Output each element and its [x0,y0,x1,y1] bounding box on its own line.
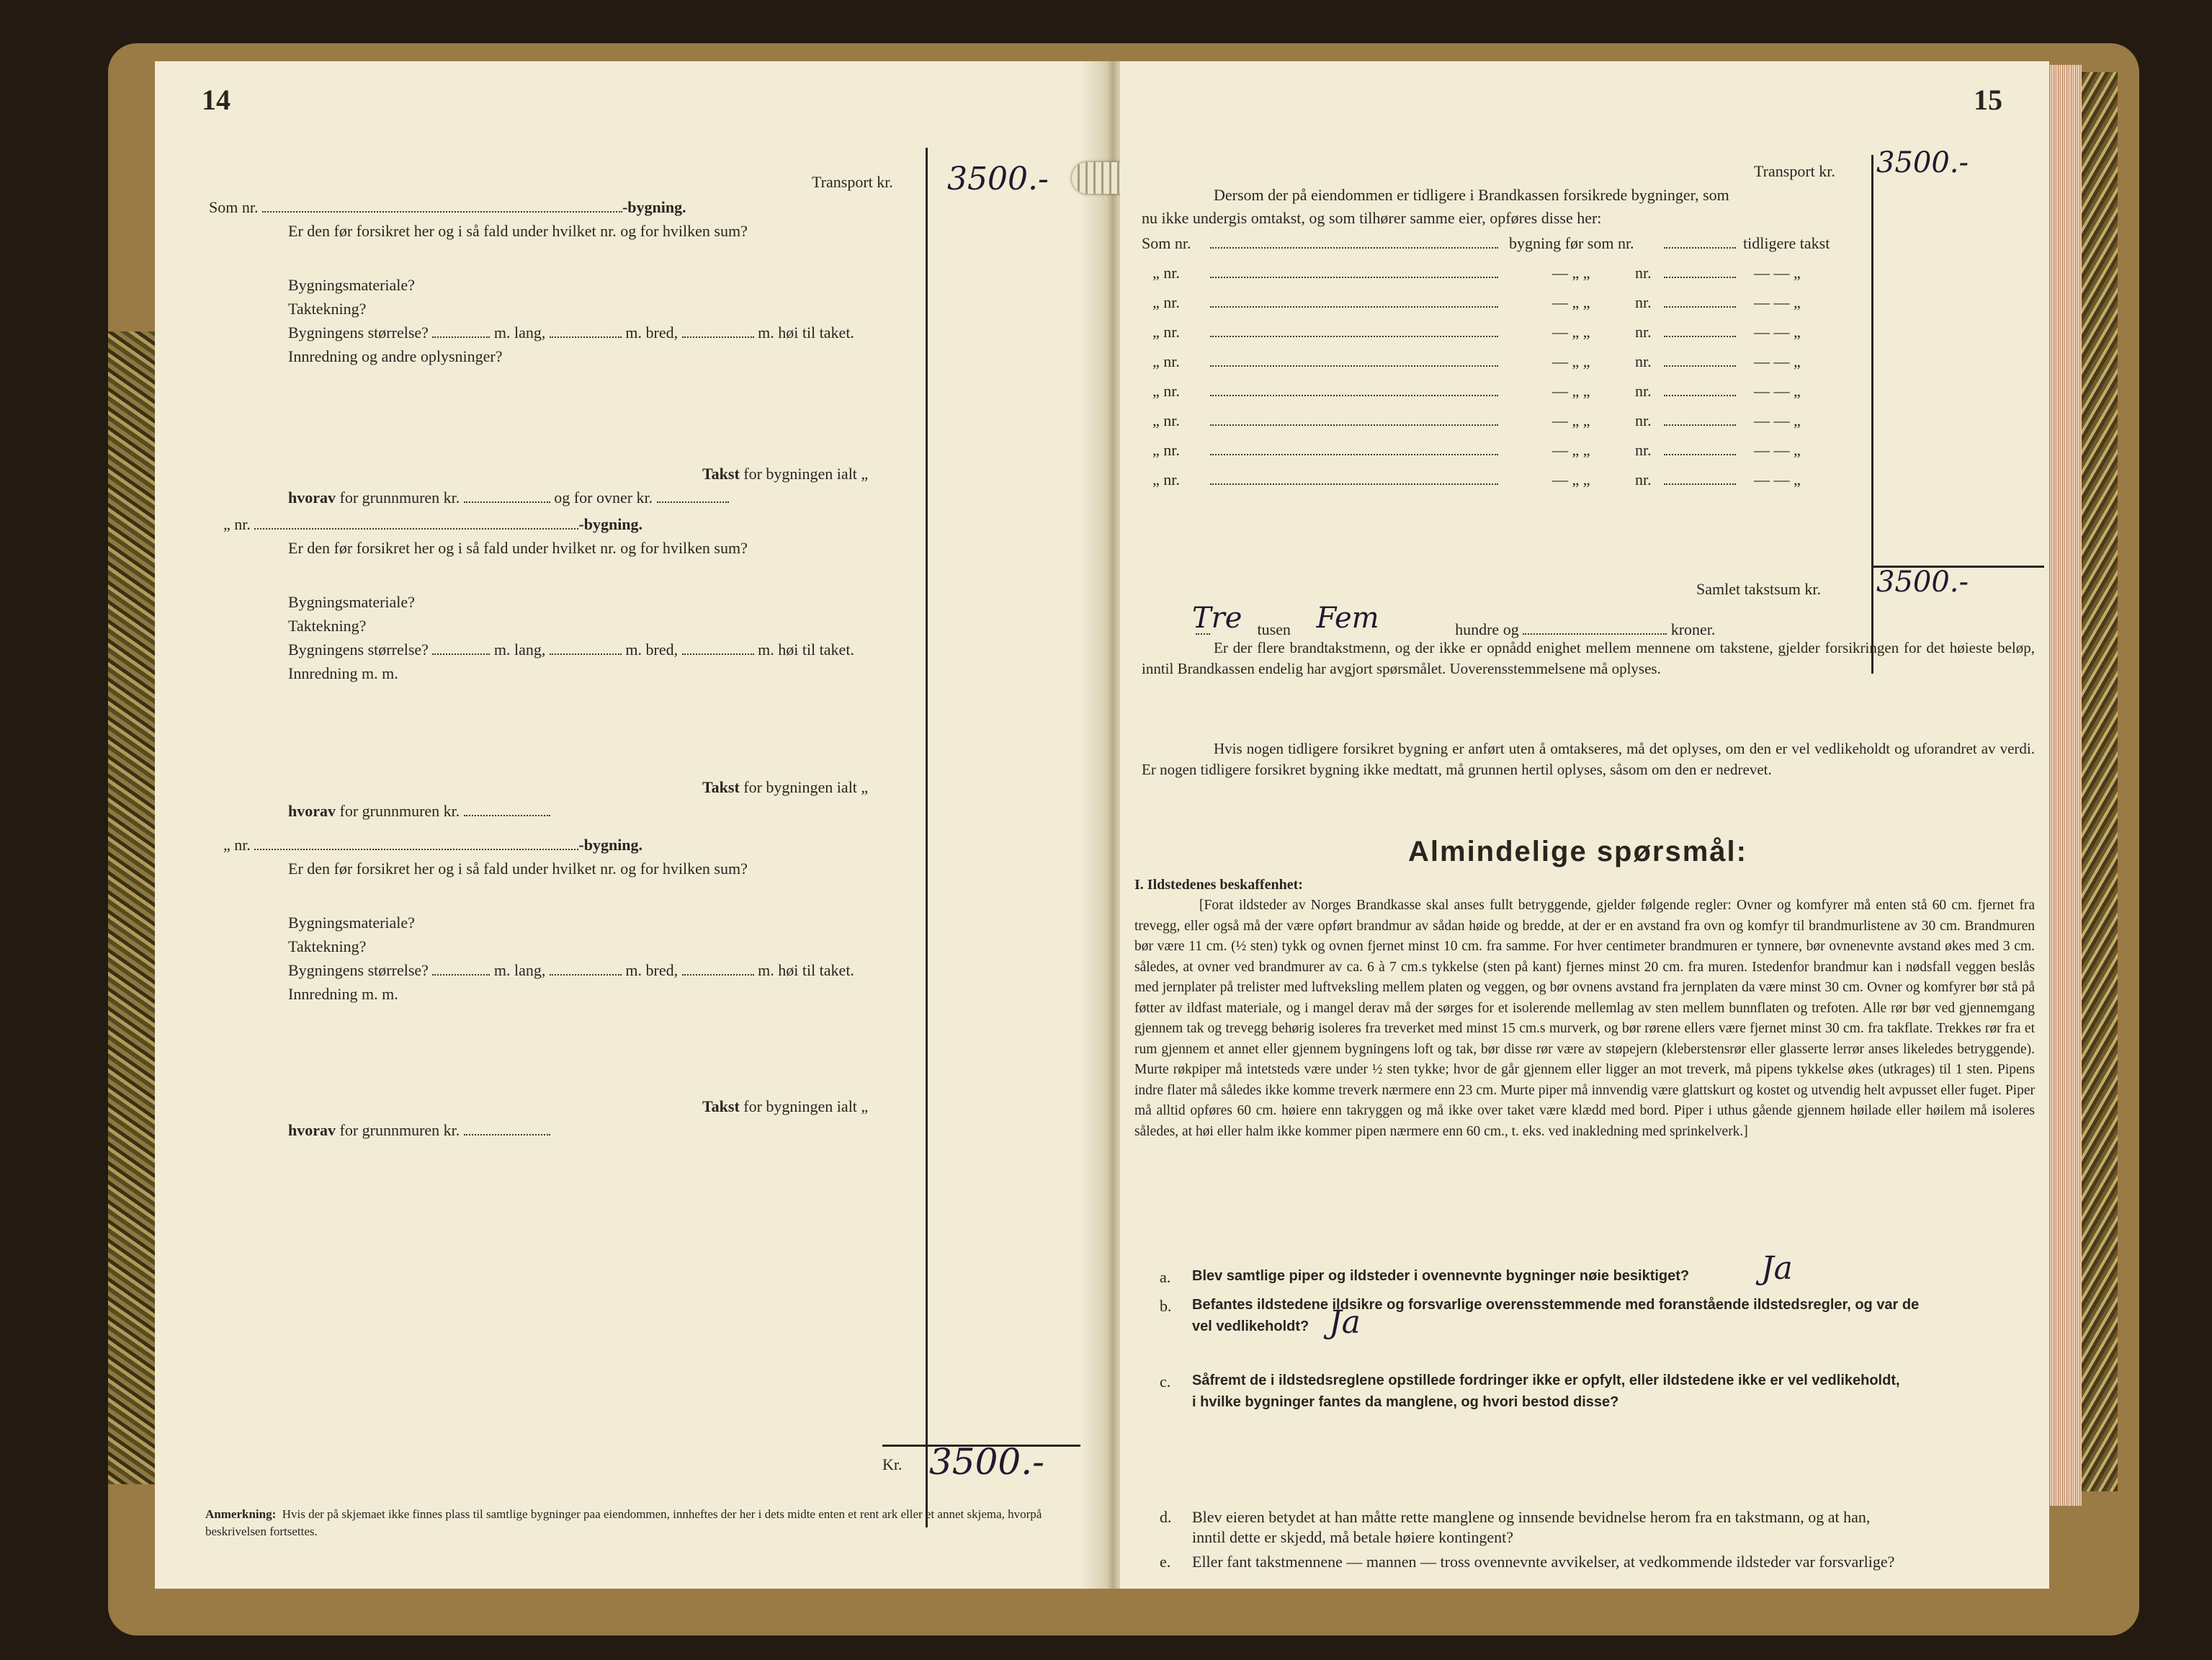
prior-row-mid: — „ „ [1552,470,1590,488]
prior-row-dots [1210,234,1498,252]
prior-row-dots [1664,323,1736,341]
prior-row-label: „ nr. [1152,382,1180,400]
prior-row-mid: — „ „ [1552,264,1590,282]
prior-row-end: — — „ [1754,323,1801,341]
question-b-line2: vel vedlikeholdt? [1192,1318,1309,1334]
prior-row-nr: nr. [1635,470,1652,488]
nr-label: Som nr. [209,198,259,216]
intro-line-2: nu ikke undergis omtakst, og som tilhører samme eier, opføres disse her: [1142,209,1602,227]
prior-row-label: „ nr. [1152,411,1180,429]
question-d-line2: inntil dette er skjedd, må betale høiere kontingent? [1192,1528,1513,1546]
prior-row-dots [1210,293,1498,311]
prior-row-nr: nr. [1635,441,1652,459]
prior-row-end: — — „ [1754,411,1801,429]
prior-row-mid: — „ „ [1552,352,1590,370]
prior-row-dots [1664,441,1736,459]
prior-row-takst-label: tidligere takst [1743,234,1830,252]
question-c-line2: i hvilke bygninger fantes da manglene, og hvori bestod disse? [1192,1394,1619,1410]
transport-value: 3500.- [947,161,1049,197]
prior-row-end: — — „ [1754,470,1801,488]
samlet-value: 3500.- [1876,566,1969,599]
prior-row-dots [1664,411,1736,429]
interior-info: Innredning og andre oplysninger? [288,347,503,365]
prior-row-nr: nr. [1635,382,1652,400]
prior-row-label: „ nr. [1152,264,1180,282]
tusen-value: Tre [1192,602,1242,635]
kr-label: Kr. [882,1455,903,1473]
page-number: 14 [202,84,230,116]
prior-row-building-label: bygning før som nr. [1509,234,1634,252]
section-heading: Almindelige spørsmål: [1408,836,1747,867]
anmerkning: Anmerkning: Hvis der på skjemaet ikke finnes plass til samtlige bygninger paa eiendommen, innheftes der her i dets midte enten et rent ark eller et annet skjema, hvorpå beskrivelsen fortsettes. [205,1507,1042,1538]
prior-row-mid: — „ „ [1552,293,1590,311]
prior-row-dots [1664,352,1736,370]
prior-row-label: „ nr. [1152,323,1180,341]
paragraph-prior-buildings: Hvis nogen tidligere forsikret bygning er anført uten å omtakseres, må det oplyses, om den er vel vedlikeholdt og uforandret av verdi. Er nogen tidligere forsikret bygning ikke medtatt, må grunnen hertil oplyses, såsom om den er nedrevet. [1142,740,2035,778]
right-page: 15 Transport kr. 3500.- Dersom der på eiendommen er tidligere i Brandkassen forsikrede bygninger, som nu ikke undergis omtakst, og som tilhører samme eier, opføres disse her: Som nr. bygning før som nr. tidligere takst „ nr. — „ „ nr. — — „ „ nr. — „ „ nr. — — „ „ nr. — „ „ nr. — — „ „ nr. — „ „ nr. — — „ „ nr. — „ „ nr. — — „ „ nr. — „ „ nr. — — „ „ nr. — „ „ nr. — — „ „ nr. — „ „ nr. — — „ Samlet takstsum kr. 3500.- Tre tusen Fem hundre og kroner. Er der flere brandtakstmenn, og der ikke er opnådd enighet mellem mennene om takstene, gjelder forsikringen for det høieste beløp, inntil Brandkassen endelig har avgjort spørsmålet. Uoverensstemmelsene må oplyses. Hvis nogen tidligere forsikret bygning er anført uten å omtakseres, må det oplyses, om den er vel vedlikeholdt og uforandret av verdi. Er nogen tidligere forsikret bygning ikke medtatt, må grunnen hertil oplyses, såsom om den er nedrevet. Almindelige spørsmål: I. Ildstedenes beskaffenhet: [Forat ildsteder av Norges Brandkasse skal anses fullt betryggende, gjelder følgende regler: Ovner og komfyrer må enten stå 60 cm. fjernet fra trevegg, eller også må der være opført brandmur av sådan høide og bredde, at der er en avstand fra ovn og komfyr til brandmurlistene av 30 cm. Brandmuren bør være 11 cm. (½ sten) tykk og ovnen fjernet minst 10 cm. fra samme. For hver centimeter brandmuren er tynnere, bør ovnenevnte avstand økes med 3 cm. således, at ovner ved brandmurer av ca. 6 à 7 cm.s tykkelse (sten på kant) fjernes minst 20 cm. fra muren. Istedenfor brandmur kan i nødsfall veggen beslås med jernplater på trelister med luftveksling mellem platen og veggen, og bør ovnens avstand fra jernplaten da være minst 30 cm. Ovner og komfyrer bør stå på føtter av ildfast materiale, og i mangel derav må der sørges for et isolerende mellemlag av sten mellem bunnflaten og trefoten. Alle rør bør ved gjennemgang gjennem tak og trevegg behørig isoleres fra treverket med minst 15 cm.s murverk, og bør rørene ellers være fjernet minst 30 cm. fra takflate. Trekkes rør fra et rum gjennem et annet eller gjennem bygningens loft og tak, bør disse rør være av støpejern (kleberstensrør eller glasserte lerrør anses likeledes betryggende). Murte røkpiper må intetsteds være under ½ sten tykke; hvor de går gjennem eller ligger an mot treverk, må pipens tykkelse økes (utkrages) til 1 sten. Pipens indre flater må således ikke komme treverk nærmere enn 23 cm. Murte piper må innvendig være glattskurt og kostet og utvendig helt avpusset eller fuget. Piper må alltid opføres 60 cm. høiere enn takryggen og må ikke over taket være klædd med bord. Piper i uthus gående gjennem høilade eller høilem må isoleres således, at høi eller halm ikke kommer pipen nærmere enn 60 cm., t. eks. ved inakledning med sprinkelverk.] a. Blev samtlige piper og ildsteder i ovennevnte bygninger nøie besiktiget? Ja b. Befantes ildstedene ildsikre og forsvarlige overensstemmende med foranstående ildstedsregler, og var de vel vedlikeholdt? Ja c. Såfremt de i ildstedsreglene opstillede fordringer ikke er opfylt, eller ildstedene ikke er vel vedlikeholdt, i hvilke bygninger fantes da manglene, og hvori bestod disse? d. Blev eieren betydet at han måtte rette manglene og innsende bevidnelse herom fra en takstmann, og at han, inntil dette er skjedd, må betale høiere kontingent? e. Eller fant takstmennene — mannen — tross ovennevnte avvikelser, at vedkommende ildsteder var forsvarlige? [1120,61,2049,1589]
prior-row-dots [1210,470,1498,488]
transport-label: Transport kr. [812,173,893,191]
prior-row-mid: — „ „ [1552,411,1590,429]
amount-column-line [926,148,928,1527]
question-b-line1: Befantes ildstedene ildsikre og forsvarlige overensstemmende med foranstående ildstedsregler, og var de [1192,1297,1920,1313]
prior-row-end: — — „ [1754,382,1801,400]
building-suffix: -bygning. [622,198,686,216]
prior-insurance-question: Er den før forsikret her og i så fald under hvilket nr. og for hvilken sum? [288,222,748,240]
prior-row-dots [1664,382,1736,400]
amount-column-line [1871,155,1873,674]
hundre-value: Fem [1316,602,1379,635]
prior-row-first-label: Som nr. [1142,234,1191,252]
paragraph-multiple-appraisers: Er der flere brandtakstmenn, og der ikke er opnådd enighet mellem mennene om takstene, gjelder forsikringen for det høieste beløp, inntil Brandkassen endelig har avgjort spørsmålet. Uoverensstemmelsene må oplyses. [1142,639,2035,677]
prior-row-dots [1210,264,1498,282]
building-material: Bygningsmateriale? [288,276,415,294]
answer-a: Ja [1761,1250,1793,1287]
prior-row-nr: nr. [1635,352,1652,370]
transport-value: 3500.- [1876,146,1969,179]
prior-row-nr: nr. [1635,411,1652,429]
prior-row-nr: nr. [1635,264,1652,282]
fireplace-rules: [Forat ildsteder av Norges Brandkasse skal anses fullt betryggende, gjelder følgende regler: Ovner og komfyrer må enten stå 60 cm. fjernet fra trevegg, eller også må der være opført brandmur av sådan høide og bredde, at der er en avstand fra ovn og komfyr til brandmurlistene av 30 cm. Brandmuren bør være 11 cm. (½ sten) tykk og ovnen fjernet minst 10 cm. fra samme. For hver centimeter brandmuren er tynnere, bør ovnenevnte avstand økes med 3 cm. således, at ovner ved brandmurer av ca. 6 à 7 cm.s tykkelse (sten på kant) fjernes minst 20 cm. fra muren. Istedenfor brandmur kan i nødsfall veggen beslås med jernplater på trelister med luftveksling mellem platen og veggen, og bør ovnens avstand fra jernplaten da være minst 30 cm. Ovner og komfyrer bør stå på føtter av ildfast materiale, og i mangel derav må der sørges for et isolerende mellemlag av sten mellem bunnflaten og trefoten. Alle rør bør ved gjennemgang gjennem tak og trevegg behørig isoleres fra treverket med minst 15 cm.s murverk, og bør rørene ellers være fjernet minst 30 cm. fra takflate. Trekkes rør fra et rum gjennem et annet eller gjennem bygningens loft og tak, bør disse rør være av støpejern (kleberstensrør eller glasserte lerrør anses likeledes betryggende). Murte røkpiper må intetsteds være under ½ sten tykke; hvor de går gjennem eller ligger an mot treverk, må pipens tykkelse økes (utkrages) til 1 sten. Pipens indre flater må således ikke komme treverk nærmere enn 23 cm. Murte piper må innvendig være glattskurt og kostet og utvendig helt avpusset eller fuget. Piper må alltid opføres 60 cm. høiere enn takryggen og må ikke over taket være klædd med bord. Piper i uthus gående gjennem høilade eller høilem må isoleres således, at høi eller halm ikke kommer pipen nærmere enn 60 cm., t. eks. ved inakledning med sprinkelverk.] [1134,898,2035,1139]
prior-row-nr: nr. [1635,323,1652,341]
building-size: Bygningens størrelse? [288,323,429,342]
prior-row-dots [1664,293,1736,311]
prior-row-label: „ nr. [1152,470,1180,488]
prior-row-end: — — „ [1754,441,1801,459]
prior-row-dots [1664,264,1736,282]
prior-row-label: „ nr. [1152,293,1180,311]
prior-row-dots [1210,352,1498,370]
prior-row-label: „ nr. [1152,352,1180,370]
prior-row-mid: — „ „ [1552,441,1590,459]
prior-row-dots [1664,470,1736,488]
kr-total-value: 3500.- [929,1441,1045,1483]
prior-row-end: — — „ [1754,264,1801,282]
question-e: Eller fant takstmennene — mannen — tross ovennevnte avvikelser, at vedkommende ildsteder var forsvarlige? [1192,1553,1895,1571]
prior-row-end: — — „ [1754,293,1801,311]
prior-row-dots [1210,441,1498,459]
question-c-line1: Såfremt de i ildstedsreglene opstillede fordringer ikke er opfylt, eller ildstedene ikke er vel vedlikeholdt, [1192,1373,1900,1388]
transport-label: Transport kr. [1754,162,1835,180]
prior-row-end: — — „ [1754,352,1801,370]
intro-line-1: Dersom der på eiendommen er tidligere i Brandkassen forsikrede bygninger, som [1214,186,1729,204]
page-edges [2046,65,2082,1506]
question-d-line1: Blev eieren betydet at han måtte rette manglene og innsende bevidnelse herom fra en takstmann, og at han, [1192,1508,1871,1526]
prior-row-dots [1210,411,1498,429]
page-number: 15 [1974,84,2002,116]
prior-row-dots [1664,234,1736,252]
prior-row-dots [1210,382,1498,400]
prior-row-mid: — „ „ [1552,382,1590,400]
answer-b: Ja [1329,1304,1361,1341]
question-a: Blev samtlige piper og ildsteder i ovennevnte bygninger nøie besiktiget? [1192,1268,1690,1284]
prior-row-label: „ nr. [1152,441,1180,459]
prior-row-mid: — „ „ [1552,323,1590,341]
section-label: I. Ildstedenes beskaffenhet: [1134,877,1303,893]
samlet-label: Samlet takstsum kr. [1696,580,1821,598]
nr-label: „ nr. [223,515,251,533]
prior-row-dots [1210,323,1498,341]
roofing: Taktekning? [288,300,367,318]
left-page: 14 Transport kr. 3500.- Som nr. -bygning. Er den før forsikret her og i så fald under hvilket nr. og for hvilken sum? Bygningsmateriale? Taktekning? Bygningens størrelse? m. lang, m. bred, m. høi til taket. Innredning og andre oplysninger? Takst for bygningen ialt „ hvorav for grunnmuren kr. og for ovner kr. „ nr. -bygning. Er den før forsikret her og i så fald under hvilket nr. og for hvilken sum? Bygningsmateriale? Taktekning? Bygningens størrelse? m. lang, m. bred, m. høi til taket. Innredning m. m. Takst for bygningen ialt „ hvorav for grunnmuren kr. „ nr. -bygning. Er den før forsikret her og i så fald under hvilket nr. og for hvilken sum? Bygningsmateriale? Taktekning? Bygningens størrelse? m. lang, m. bred, m. høi til taket. Innredning m. m. Takst for bygningen ialt „ hvorav for grunnmuren kr. Kr. 3500.- Anmerkning: Hvis der på skjemaet ikke finnes plass til samtlige bygninger paa eiendommen, innheftes der her i dets midte enten et rent ark eller et annet skjema, hvorpå beskrivelsen fortsettes. [155,61,1098,1589]
prior-row-nr: nr. [1635,293,1652,311]
